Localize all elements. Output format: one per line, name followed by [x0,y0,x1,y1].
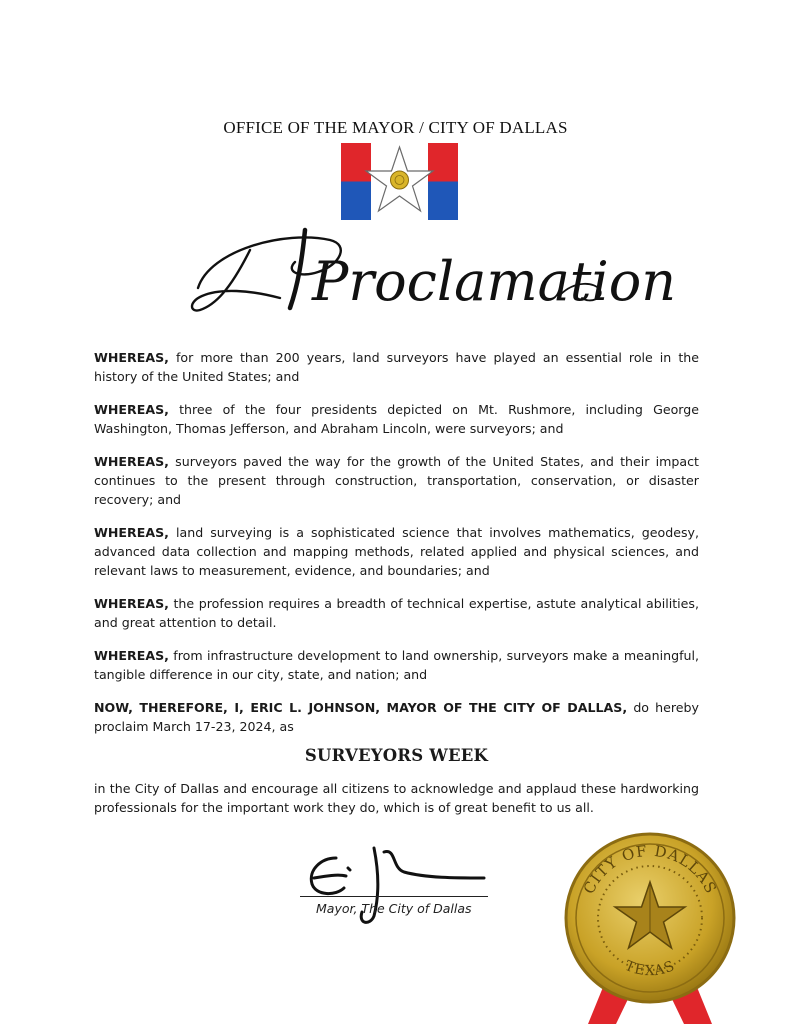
script-title-text: Proclamation [312,250,677,313]
paragraph-text: the profession requires a breadth of technical expertise, astute analytical abilities, and great attention to detail. [94,596,699,630]
signature-caption: Mayor, The City of Dallas [316,901,472,916]
closing-paragraph: in the City of Dallas and encourage all citizens to acknowledge and applaud these hardworking professionals for the important work they do, which is of great benefit to us all. [94,781,699,815]
whereas-paragraph-1 [94,348,699,386]
whereas-paragraph-6 [94,646,699,684]
paragraph-text: land surveying is a sophisticated science that involves mathematics, geodesy, advanced data collection and mapping methods, related applied and physical sciences, and relevant laws to measurement, evidence, and boundaries; and [94,525,699,578]
paragraph-text: three of the four presidents depicted on Mt. Rushmore, including George Washington, Thomas Jefferson, and Abraham Lincoln, were surveyors; and [94,402,699,436]
paragraph-keyword: WHEREAS, [94,525,169,540]
paragraph-text: do hereby proclaim March 17-23, 2024, as [94,700,699,734]
paragraph-keyword: WHEREAS, [94,648,169,663]
paragraph-text: for more than 200 years, land surveyors have played an essential role in the history of the United States; and [94,350,699,384]
therefore-paragraph [94,698,699,736]
paragraph-keyword: WHEREAS, [94,350,169,365]
seal-bottom-text: TEXAS [622,957,678,980]
city-seal [550,820,750,1024]
whereas-paragraph-3 [94,452,699,509]
paragraph-keyword: WHEREAS, [94,454,169,469]
whereas-paragraph-2 [94,400,699,438]
paragraph-keyword: WHEREAS, [94,596,169,611]
proclaimed-title: SURVEYORS WEEK [304,746,489,765]
office-header: OFFICE OF THE MAYOR / CITY OF DALLAS [223,118,568,137]
paragraph-keyword: NOW, THEREFORE, I, ERIC L. JOHNSON, MAYOR OF THE CITY OF DALLAS, [94,700,628,715]
paragraph-keyword: WHEREAS, [94,402,169,417]
signature-line [300,896,488,897]
seal-top-text: CITY OF DALLAS [579,841,721,897]
proclamation-body [94,348,699,831]
dallas-flag [341,143,458,220]
whereas-paragraph-4 [94,523,699,580]
proclamation-script-title [190,210,677,330]
paragraph-text: surveyors paved the way for the growth of the United States, and their impact continues to the present through construction, transportation, conservation, or disaster recovery; and [94,454,699,507]
whereas-paragraph-5 [94,594,699,632]
paragraph-text: from infrastructure development to land ownership, surveyors make a meaningful, tangible difference in our city, state, and nation; and [94,648,699,682]
